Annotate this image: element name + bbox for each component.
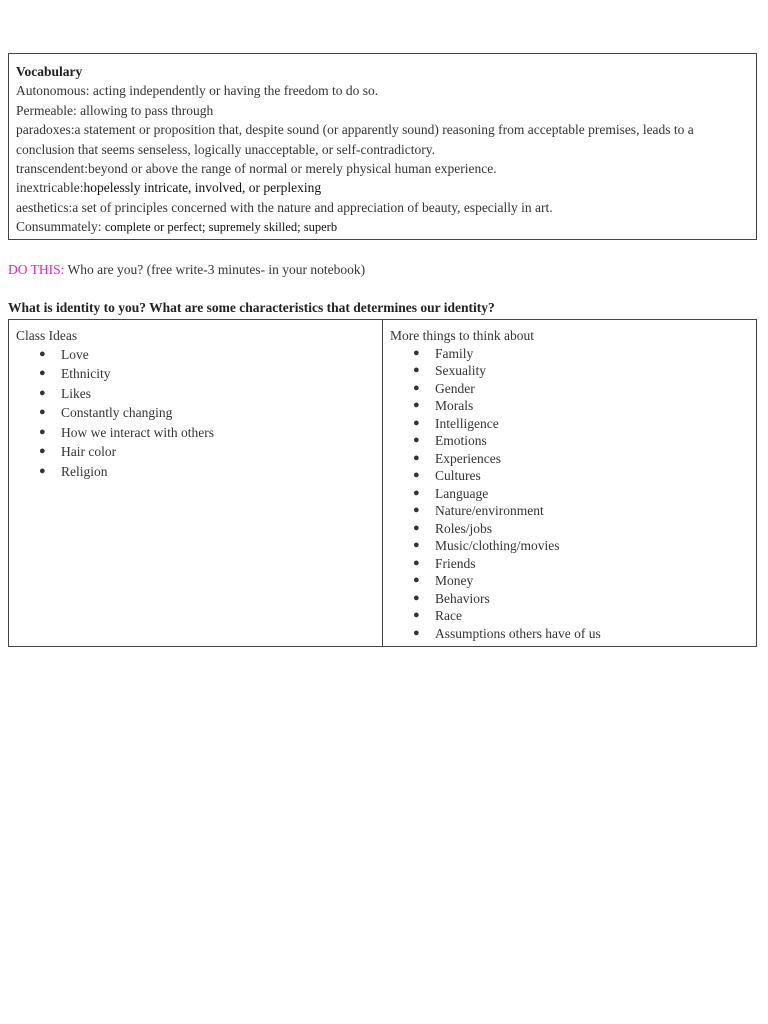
list-item — [390, 555, 749, 573]
vocab-term: inextricable: — [16, 180, 84, 196]
list-item — [16, 423, 375, 443]
list-item-text: Money — [435, 573, 474, 588]
list-item-text: Music/clothing/movies — [435, 538, 560, 553]
list-item-text: Emotions — [435, 433, 487, 448]
list-item — [16, 442, 375, 462]
bullet-icon: ● — [413, 539, 420, 551]
bullet-icon: ● — [413, 521, 420, 534]
bullet-icon: ● — [413, 469, 420, 481]
list-item — [16, 364, 375, 384]
list-item — [390, 467, 749, 485]
list-item — [16, 384, 375, 404]
bullet-icon: ● — [39, 347, 46, 360]
list-item-text: Assumptions others have of us — [435, 625, 601, 641]
list-item-text: Morals — [435, 398, 474, 413]
list-item-text: Race — [435, 608, 462, 623]
vocabulary-title: Vocabulary — [16, 64, 83, 79]
bullet-icon: ● — [39, 464, 46, 477]
list-item — [390, 607, 749, 625]
list-item — [390, 502, 749, 520]
list-item-text: Likes — [61, 385, 91, 401]
bullet-icon: ● — [413, 346, 420, 359]
bullet-icon: ● — [39, 367, 46, 379]
bullet-icon: ● — [413, 451, 420, 464]
list-item — [390, 415, 749, 433]
list-item — [390, 572, 749, 590]
vocab-entry-inextricable — [16, 178, 749, 197]
list-item — [390, 397, 749, 415]
vocab-entry-consummately — [16, 217, 749, 237]
list-item — [390, 485, 749, 503]
list-item — [390, 362, 749, 380]
list-item-text: Religion — [61, 463, 108, 479]
vocab-entry-paradoxes: paradoxes:a statement or proposition that, despite sound (or apparently sound) reasoning from acceptable premises, leads to a conclusion that seems senseless, logically unacceptable, or self-contradictory. — [16, 122, 694, 157]
bullet-icon: ● — [413, 416, 420, 429]
bullet-icon: ● — [413, 486, 420, 499]
list-item — [390, 520, 749, 538]
list-item — [16, 403, 375, 423]
vocab-entry-transcendent: transcendent:beyond or above the range of normal or merely physical human experience. — [16, 161, 497, 177]
ideas-table — [8, 319, 757, 647]
list-item-text: Behaviors — [435, 590, 490, 606]
bullet-icon: ● — [413, 626, 420, 639]
bullet-icon: ● — [413, 381, 420, 394]
more-things-column — [383, 320, 756, 646]
list-item-text: Sexuality — [435, 363, 486, 378]
list-item — [390, 537, 749, 555]
vocab-entry-autonomous: Autonomous: acting independently or having the freedom to do so. — [16, 83, 379, 99]
list-item-text: Hair color — [61, 444, 117, 459]
bullet-icon: ● — [39, 445, 46, 457]
class-ideas-list — [16, 345, 375, 482]
do-this-prompt — [8, 261, 365, 279]
list-item — [390, 625, 749, 643]
bullet-icon: ● — [413, 504, 420, 516]
list-item-text: Intelligence — [435, 415, 499, 431]
column-header: More things to think about — [390, 328, 534, 343]
vocab-entry-permeable: Permeable: allowing to pass through — [16, 102, 214, 118]
list-item-text: Love — [61, 346, 89, 362]
list-item — [390, 590, 749, 608]
bullet-icon: ● — [39, 425, 46, 438]
list-item — [390, 432, 749, 450]
vocab-definition: hopelessly intricate, involved, or perplexing — [83, 180, 322, 196]
bullet-icon: ● — [413, 591, 420, 604]
list-item-text: How we interact with others — [61, 424, 214, 440]
list-item — [390, 450, 749, 468]
bullet-icon: ● — [39, 406, 46, 418]
class-ideas-column — [9, 320, 383, 646]
do-this-label: DO THIS: — [8, 262, 65, 277]
bullet-icon: ● — [413, 556, 420, 569]
do-this-text: Who are you? (free write-3 minutes- in your notebook) — [64, 262, 366, 277]
more-things-list — [390, 345, 749, 643]
list-item — [16, 345, 375, 365]
list-item-text: Language — [435, 485, 489, 501]
identity-question: What is identity to you? What are some characteristics that determines our identity? — [8, 300, 495, 315]
bullet-icon: ● — [413, 609, 420, 621]
list-item-text: Experiences — [435, 450, 501, 466]
list-item — [390, 380, 749, 398]
list-item — [16, 462, 375, 482]
list-item-text: Ethnicity — [61, 366, 111, 381]
list-item-text: Nature/environment — [435, 503, 544, 518]
list-item-text: Constantly changing — [61, 405, 173, 420]
bullet-icon: ● — [39, 386, 46, 399]
list-item-text: Friends — [435, 555, 476, 571]
list-item-text: Family — [435, 345, 474, 361]
bullet-icon: ● — [413, 399, 420, 411]
list-item — [390, 345, 749, 363]
column-header: Class Ideas — [16, 328, 78, 343]
list-item-text: Gender — [435, 380, 475, 396]
vocabulary-box — [8, 53, 757, 240]
vocab-entry-aesthetics: aesthetics:a set of principles concerned with the nature and appreciation of beauty, especially in art. — [16, 199, 553, 215]
bullet-icon: ● — [413, 364, 420, 376]
bullet-icon: ● — [413, 434, 420, 446]
vocab-term: Consummately: — [16, 219, 105, 235]
bullet-icon: ● — [413, 574, 420, 586]
list-item-text: Cultures — [435, 468, 481, 483]
list-item-text: Roles/jobs — [435, 520, 493, 536]
vocab-definition: complete or perfect; supremely skilled; superb — [104, 220, 338, 235]
